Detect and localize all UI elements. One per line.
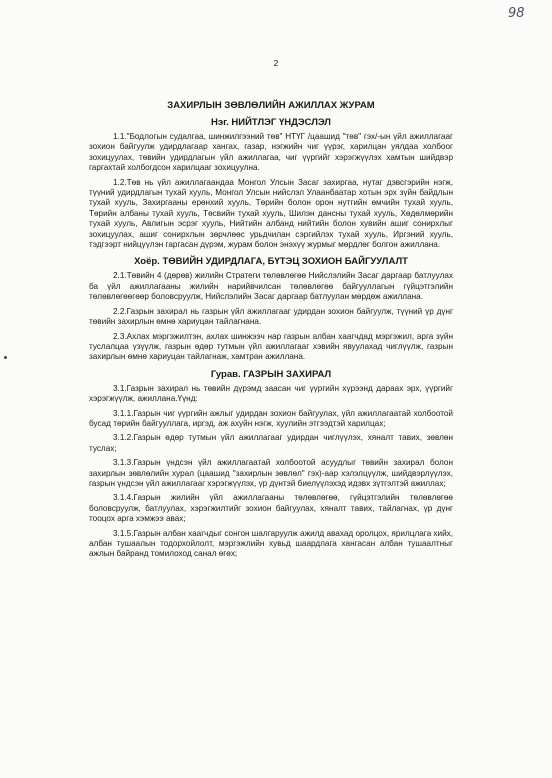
paragraph-3-1-1: 3.1.1.Газрын чиг үүргийн ажлыг удирдан зохион байгуулах, үйл ажиллагаатай холбоотой бусад төрийн байгууллага, иргэд, аж ахуйн нэгж, хуулийн этгээдтэй харилцах; — [89, 408, 453, 428]
page-number: 2 — [273, 58, 279, 68]
paragraph-3-1-3: 3.1.3.Газрын үндсэн үйл ажиллагаатай холбоотой асуудлыг төвийн захирал болон захирлын зөвлөлийн хурал (цаашид "захирлын зөвлөл" гэх)-аар хэлэлцүүлж, шийдвэрлүүлэх, газрын үндсэн үйл ажиллагааг хэрэгжүүлэх, үр дүнтэй биелүүлэхэд идэвх зүтгэлтэй ажиллах; — [89, 458, 453, 488]
paragraph-3-1-5: 3.1.5.Газрын албан хаагчдыг сонгон шалгаруулж ажилд авахад оролцох, ярилцлага хийх, албан тушаалын тодорхойлолт, мэргэжлийн хувьд шаардлага хангасан албан тушаалтныг ажлын байранд томилоход санал өгөх; — [89, 528, 454, 559]
paragraph-1-2: 1.2.Төв нь үйл ажиллагаандаа Монгол Улсын Засаг захиргаа, нутаг дэвсгэрийн нэгж, түүний удирдлагын тухай хууль, Монгол Улсын нийслэл Улаанбаатар хотын эрх зүйн байдлын тухай хууль, Захиргааны ерөнхий хууль, Төрийн болон орон нутгийн өмчийн тухай хууль, Төрийн албаны тухай хууль, Төсвийн тухай хууль, Шилэн дансны тухай хууль, Хөдөлмөрийн тухай хууль, Авлигын эсрэг хууль, Нийтийн албанд нийтийн болон хувийн ашиг сонирхлыг зохицуулах, ашиг сонирхлын зөрчлөөс урьдчилан сэргийлэх тухай хууль, Иргэний хууль, тэдгээрт нийцүүлэн гаргасан дүрэм, журам болон энэхүү журмыг мөрдлөг болгон ажиллана. — [89, 177, 453, 250]
paragraph-1-1: 1.1."Бодлогын судалгаа, шинжилгээний төв" НТҮГ /цаашид "төв" гэх/-ын үйл ажиллагааг зохион байгуулж удирдлагаар хангах, газар, нэгжийн чиг үүрэг, харилцан уялдаа холбоог зохицуулах, төвийн удирдлагын үйл ажиллагаа, чиг үүргийг хэрэгжүүлэх хамтын шийдвэр гаргахтай холбогдсон харилцааг зохицуулна. — [89, 132, 453, 173]
paragraph-2-3: 2.3.Ахлах мэргэжилтэн, ахлах шинжээч нар газрын албан хаагчдад мэргэжил, арга зүйн туслалцаа үзүүлж, газрын өдөр тутмын үйл ажиллагааг хэвийн явуулахад чиглүүлж, газрын захирлын өмнө хариуцан тайлагнаж, хамтран ажиллана. — [89, 331, 453, 362]
paragraph-3-1-4: 3.1.4.Газрын жилийн үйл ажиллагааны төлөвлөгөө, гүйцэтгэлийн төлөвлөгөө боловсруулж, батлуулах, хэрэгжилтийг зохион байгуулах, хяналт тавих, тайлагнах, үр дүнг тооцох арга хэмжээ авах; — [89, 493, 453, 524]
document-title: ЗАХИРЛЫН ЗӨВЛӨЛИЙН АЖИЛЛАХ ЖУРАМ — [167, 100, 375, 111]
handwritten-page-number: 98 — [508, 6, 525, 21]
paragraph-2-2: 2.2.Газрын захирал нь газрын үйл ажиллагааг удирдан зохион байгуулж, түүний үр дүнг төвийн захирлын өмнө хариуцан тайлагнана. — [89, 306, 453, 327]
paragraph-3-1-2: 3.1.2.Газрын өдөр тутмын үйл ажиллагааг удирдан чиглүүлэх, хяналт тавих, зөвлөн туслах; — [89, 433, 453, 453]
document-body — [89, 100, 453, 564]
scan-mark — [4, 356, 7, 359]
paragraph-3-1: 3.1.Газрын захирал нь төвийн дүрэмд заасан чиг үүргийн хүрээнд дараах эрх, үүргийг хэрэгжүүлж, ажиллана.Үүнд: — [89, 383, 453, 404]
section-heading-3: Гурав. ГАЗРЫН ЗАХИРАЛ — [210, 368, 332, 380]
paragraph-2-1: 2.1.Төвийн 4 (дөрөв) жилийн Стратеги төлөвлөгөө Нийслэлийн Засаг даргаар батлуулах ба үйл ажиллагааны жилийн нарийвчилсан төлөвлөгөө байгууллагын гүйцэтгэлийн төлөвлөгөөгөөр боловсруулж, Нийслэлийн Засаг даргаар батлуулан мөрдөж ажиллана. — [89, 271, 453, 302]
section-heading-2: Хоёр. ТӨВИЙН УДИРДЛАГА, БҮТЭЦ ЗОХИОН БАЙГУУЛАЛТ — [134, 256, 408, 268]
section-heading-1: Нэг. НИЙТЛЭГ ҮНДЭСЛЭЛ — [211, 117, 331, 128]
